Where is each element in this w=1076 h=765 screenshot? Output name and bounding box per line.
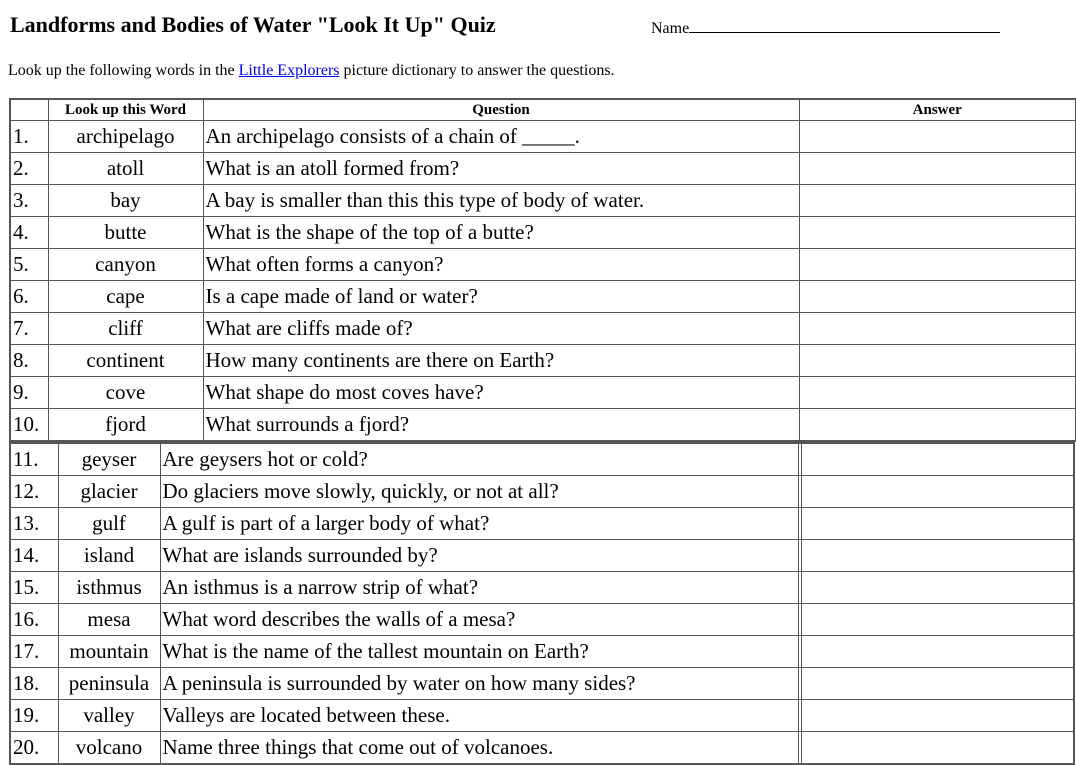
question-text: What are islands surrounded by? bbox=[160, 540, 801, 572]
question-text: What surrounds a fjord? bbox=[203, 409, 799, 442]
quiz-table-part-1 bbox=[9, 98, 1076, 442]
lookup-word: glacier bbox=[58, 476, 160, 508]
lookup-word: butte bbox=[48, 217, 203, 249]
answer-row bbox=[799, 668, 1075, 700]
question-text: What often forms a canyon? bbox=[203, 249, 799, 281]
row-number: 13. bbox=[10, 508, 58, 540]
lookup-word: canyon bbox=[48, 249, 203, 281]
table-row bbox=[10, 572, 801, 604]
row-number: 9. bbox=[10, 377, 48, 409]
name-field-group bbox=[651, 16, 1000, 38]
answer-cell[interactable] bbox=[799, 508, 1075, 540]
lookup-word: archipelago bbox=[48, 121, 203, 153]
answer-cell[interactable] bbox=[799, 540, 1075, 572]
name-label: Name bbox=[651, 20, 690, 37]
lookup-word: isthmus bbox=[58, 572, 160, 604]
table-row bbox=[10, 700, 801, 732]
answer-cell[interactable] bbox=[799, 732, 1075, 765]
row-number: 10. bbox=[10, 409, 48, 442]
table-row bbox=[10, 540, 801, 572]
question-text: An isthmus is a narrow strip of what? bbox=[160, 572, 801, 604]
table-row bbox=[10, 377, 1076, 409]
lookup-word: mountain bbox=[58, 636, 160, 668]
question-column-header: Question bbox=[203, 99, 799, 121]
row-number: 5. bbox=[10, 249, 48, 281]
answer-cell[interactable] bbox=[799, 217, 1076, 249]
answer-row bbox=[799, 443, 1075, 476]
lookup-word: bay bbox=[48, 185, 203, 217]
question-text: Are geysers hot or cold? bbox=[160, 443, 801, 476]
table-row bbox=[10, 409, 1076, 442]
answer-row bbox=[799, 540, 1075, 572]
number-column-header bbox=[10, 99, 48, 121]
answer-cell[interactable] bbox=[799, 604, 1075, 636]
lookup-word: cliff bbox=[48, 313, 203, 345]
answer-row bbox=[799, 700, 1075, 732]
row-number: 11. bbox=[10, 443, 58, 476]
row-number: 20. bbox=[10, 732, 58, 765]
answer-cell[interactable] bbox=[799, 153, 1076, 185]
instructions-text-after: picture dictionary to answer the questions. bbox=[339, 62, 615, 79]
name-blank-line[interactable] bbox=[689, 16, 1000, 33]
answer-row bbox=[799, 476, 1075, 508]
answer-column-part-2 bbox=[798, 442, 1075, 765]
lookup-word: mesa bbox=[58, 604, 160, 636]
table-row bbox=[10, 443, 801, 476]
question-text: What word describes the walls of a mesa? bbox=[160, 604, 801, 636]
lookup-word: valley bbox=[58, 700, 160, 732]
answer-cell[interactable] bbox=[799, 313, 1076, 345]
table-row bbox=[10, 249, 1076, 281]
lookup-word: cape bbox=[48, 281, 203, 313]
table-header-row bbox=[10, 99, 1076, 121]
table-row bbox=[10, 217, 1076, 249]
row-number: 18. bbox=[10, 668, 58, 700]
table-row bbox=[10, 313, 1076, 345]
row-number: 7. bbox=[10, 313, 48, 345]
table-row bbox=[10, 153, 1076, 185]
table-row bbox=[10, 121, 1076, 153]
little-explorers-link[interactable]: Little Explorers bbox=[238, 62, 340, 79]
answer-row bbox=[799, 604, 1075, 636]
answer-cell[interactable] bbox=[799, 249, 1076, 281]
row-number: 12. bbox=[10, 476, 58, 508]
answer-cell[interactable] bbox=[799, 572, 1075, 604]
table-row bbox=[10, 668, 801, 700]
question-text: A peninsula is surrounded by water on how many sides? bbox=[160, 668, 801, 700]
table-row bbox=[10, 604, 801, 636]
answer-cell[interactable] bbox=[799, 409, 1076, 442]
quiz-table-part-2 bbox=[9, 442, 802, 765]
answer-cell[interactable] bbox=[799, 700, 1075, 732]
lookup-word: island bbox=[58, 540, 160, 572]
question-text: Do glaciers move slowly, quickly, or not at all? bbox=[160, 476, 801, 508]
answer-row bbox=[799, 572, 1075, 604]
table-row bbox=[10, 281, 1076, 313]
question-text: A bay is smaller than this this type of body of water. bbox=[203, 185, 799, 217]
instructions-text-before: Look up the following words in the bbox=[8, 62, 239, 79]
question-text: What are cliffs made of? bbox=[203, 313, 799, 345]
answer-cell[interactable] bbox=[799, 185, 1076, 217]
table-row bbox=[10, 636, 801, 668]
lookup-word: peninsula bbox=[58, 668, 160, 700]
answer-cell[interactable] bbox=[799, 345, 1076, 377]
lookup-word: geyser bbox=[58, 443, 160, 476]
lookup-word: continent bbox=[48, 345, 203, 377]
lookup-word: fjord bbox=[48, 409, 203, 442]
table-row bbox=[10, 185, 1076, 217]
table-row bbox=[10, 508, 801, 540]
table-row bbox=[10, 732, 801, 765]
answer-cell[interactable] bbox=[799, 121, 1076, 153]
answer-cell[interactable] bbox=[799, 443, 1075, 476]
row-number: 8. bbox=[10, 345, 48, 377]
answer-cell[interactable] bbox=[799, 476, 1075, 508]
row-number: 1. bbox=[10, 121, 48, 153]
row-number: 16. bbox=[10, 604, 58, 636]
question-text: What shape do most coves have? bbox=[203, 377, 799, 409]
table-row bbox=[10, 476, 801, 508]
answer-cell[interactable] bbox=[799, 668, 1075, 700]
question-text: What is the shape of the top of a butte? bbox=[203, 217, 799, 249]
row-number: 17. bbox=[10, 636, 58, 668]
answer-cell[interactable] bbox=[799, 636, 1075, 668]
lookup-word: atoll bbox=[48, 153, 203, 185]
question-text: A gulf is part of a larger body of what? bbox=[160, 508, 801, 540]
row-number: 15. bbox=[10, 572, 58, 604]
row-number: 2. bbox=[10, 153, 48, 185]
row-number: 3. bbox=[10, 185, 48, 217]
question-text: Is a cape made of land or water? bbox=[203, 281, 799, 313]
instructions bbox=[8, 62, 615, 80]
row-number: 14. bbox=[10, 540, 58, 572]
page-title: Landforms and Bodies of Water "Look It Up" Quiz bbox=[10, 12, 496, 37]
question-text: What is the name of the tallest mountain on Earth? bbox=[160, 636, 801, 668]
lookup-word: cove bbox=[48, 377, 203, 409]
question-text: Valleys are located between these. bbox=[160, 700, 801, 732]
row-number: 6. bbox=[10, 281, 48, 313]
question-text: An archipelago consists of a chain of _____. bbox=[203, 121, 799, 153]
question-text: How many continents are there on Earth? bbox=[203, 345, 799, 377]
answer-cell[interactable] bbox=[799, 377, 1076, 409]
question-text: Name three things that come out of volcanoes. bbox=[160, 732, 801, 765]
lookup-word: volcano bbox=[58, 732, 160, 765]
lookup-word: gulf bbox=[58, 508, 160, 540]
question-text: What is an atoll formed from? bbox=[203, 153, 799, 185]
answer-row bbox=[799, 636, 1075, 668]
word-column-header: Look up this Word bbox=[48, 99, 203, 121]
row-number: 4. bbox=[10, 217, 48, 249]
answer-cell[interactable] bbox=[799, 281, 1076, 313]
answer-row bbox=[799, 508, 1075, 540]
answer-row bbox=[799, 732, 1075, 765]
answer-column-header: Answer bbox=[799, 99, 1076, 121]
row-number: 19. bbox=[10, 700, 58, 732]
table-row bbox=[10, 345, 1076, 377]
